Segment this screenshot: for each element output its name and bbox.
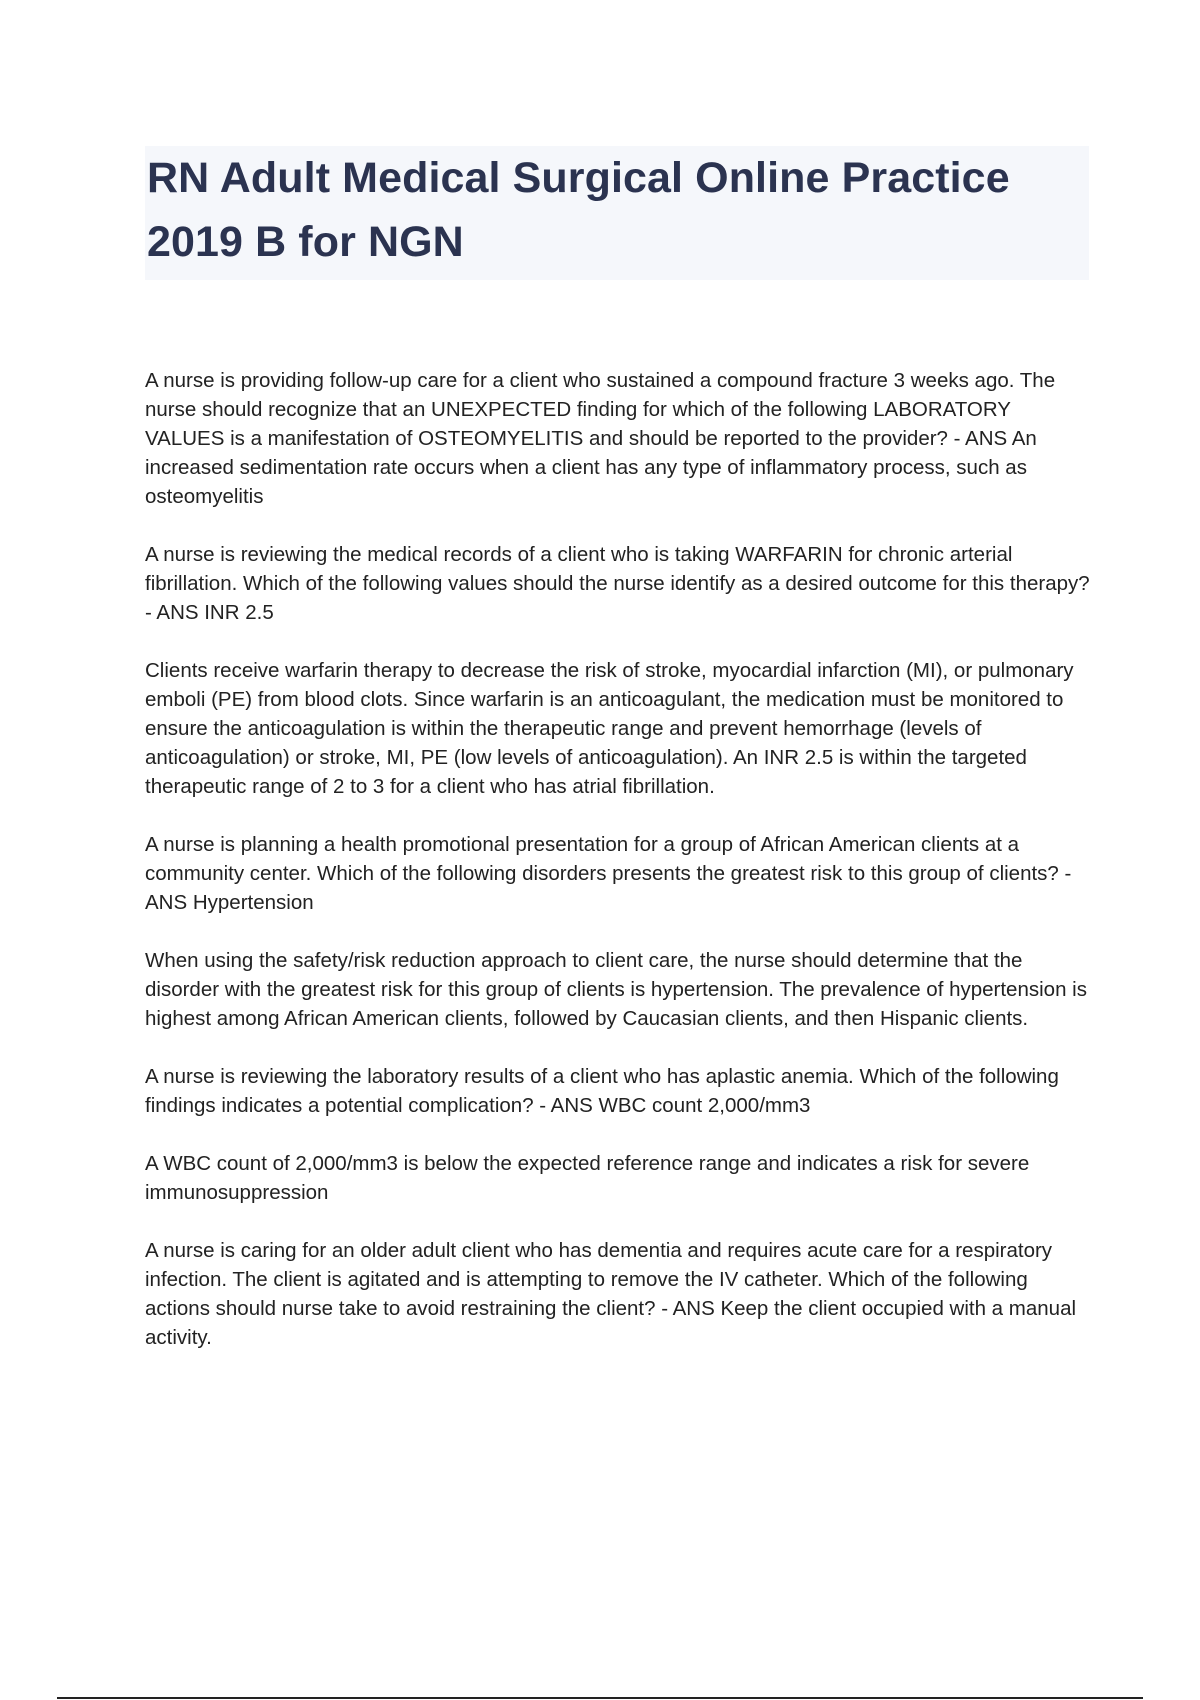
title-banner: [145, 146, 1089, 280]
paragraph: A nurse is reviewing the laboratory results of a client who has aplastic anemia. Which of the following findings indicates a potential complication? - ANS WBC count 2,000/mm3: [145, 1065, 1059, 1117]
title-line-1: RN Adult Medical Surgical Online Practice: [147, 154, 1010, 202]
paragraph: A WBC count of 2,000/mm3 is below the expected reference range and indicates a risk for severe immunosuppression: [145, 1152, 1030, 1204]
paragraph: A nurse is reviewing the medical records of a client who is taking WARFARIN for chronic arterial fibrillation. Which of the following values should the nurse identify as a desired outcome for this therapy? - ANS INR 2.5: [145, 543, 1090, 624]
title-line-2: 2019 B for NGN: [147, 218, 464, 266]
page-title: [147, 146, 1089, 274]
paragraph: When using the safety/risk reduction approach to client care, the nurse should determine that the disorder with the greatest risk for this group of clients is hypertension. The prevalence of hypertension is highest among African American clients, followed by Caucasian clients, and then Hispanic clients.: [145, 949, 1087, 1030]
paragraph: A nurse is providing follow-up care for a client who sustained a compound fracture 3 weeks ago. The nurse should recognize that an UNEXPECTED finding for which of the following LABORATORY VALUES is a manifestation of OSTEOMYELITIS and should be reported to the provider? - ANS An increased sedimentation rate occurs when a client has any type of inflammatory process, such as osteomyelitis: [145, 369, 1056, 508]
paragraph: A nurse is planning a health promotional presentation for a group of African American clients at a community center. Which of the following disorders presents the greatest risk to this group of clients? - ANS Hypertension: [145, 833, 1072, 914]
page-bottom-divider: [57, 1697, 1143, 1699]
paragraph: A nurse is caring for an older adult client who has dementia and requires acute care for a respiratory infection. The client is agitated and is attempting to remove the IV catheter. Which of the following actions should nurse take to avoid restraining the client? - ANS Keep the client occupied with a manual activity.: [145, 1239, 1077, 1349]
document-body: [145, 366, 1095, 1381]
paragraph: Clients receive warfarin therapy to decrease the risk of stroke, myocardial infarction (MI), or pulmonary emboli (PE) from blood clots. Since warfarin is an anticoagulant, the medication must be monitored to ensure the anticoagulation is within the therapeutic range and prevent hemorrhage (levels of anticoagulation) or stroke, MI, PE (low levels of anticoagulation). An INR 2.5 is within the targeted therapeutic range of 2 to 3 for a client who has atrial fibrillation.: [145, 659, 1074, 798]
